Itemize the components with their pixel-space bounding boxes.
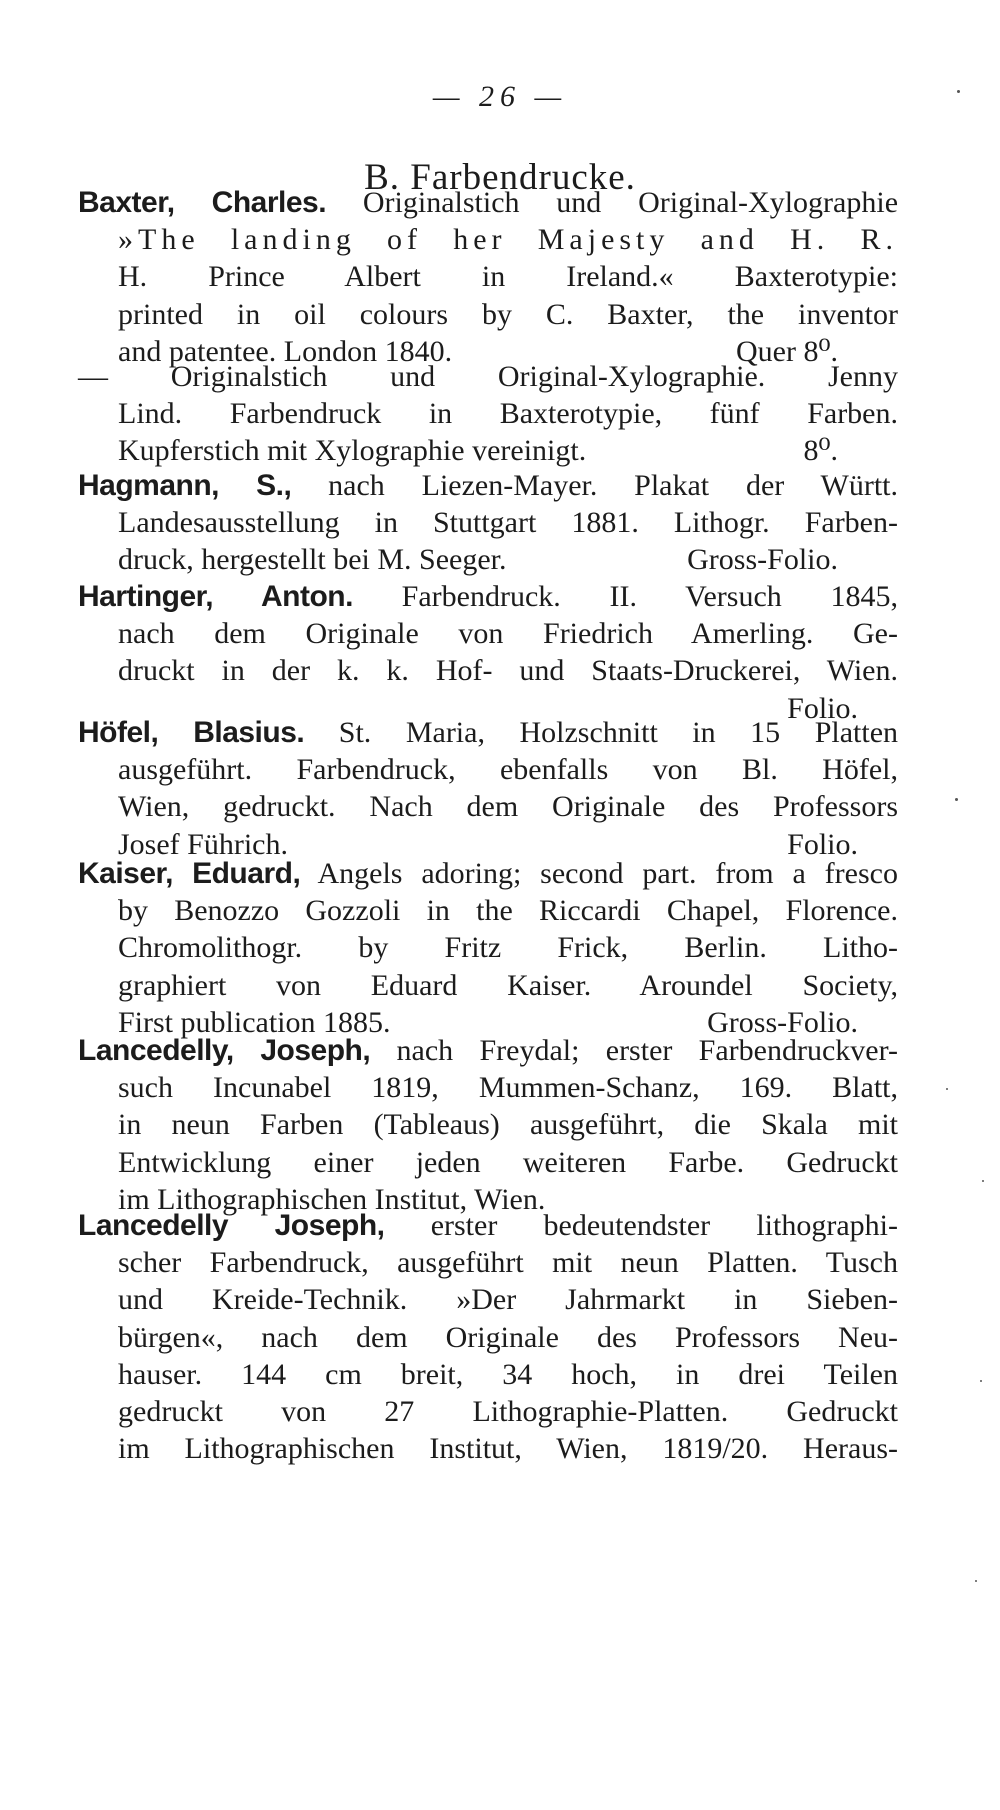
format-label: Gross-Folio. — [707, 1005, 858, 1039]
entry-line: scher Farbendruck, ausgeführt mit neun Platten. Tusch — [118, 1246, 898, 1280]
entry-line: nach dem Originale von Friedrich Amerling. Ge- — [118, 617, 898, 651]
format-label: 8⁰. — [803, 434, 838, 468]
entry-line: Entwicklung einer jeden weiteren Farbe. Gedruckt — [118, 1145, 898, 1179]
entry-line: Wien, gedruckt. Nach dem Originale des Professors — [118, 790, 898, 824]
entry-line: printed in oil colours by C. Baxter, the inventor — [118, 297, 898, 331]
entry-name: Hartinger, Anton. — [78, 580, 353, 613]
entry-line: gedruckt von 27 Lithographie-Platten. Gedruckt — [118, 1394, 898, 1428]
entry-line: and patentee. London 1840. Quer 8⁰. — [78, 333, 898, 370]
entry-name: Baxter, Charles. — [78, 186, 327, 219]
entry-line: graphiert von Eduard Kaiser. Aroundel Society, — [118, 968, 898, 1002]
entry-line: H. Prince Albert in Ireland.« Baxterotypie: — [118, 260, 898, 294]
catalog-entry-kaiser — [78, 855, 898, 1041]
entry-line: druck, hergestellt bei M. Seeger. Gross-Folio. — [78, 541, 898, 578]
entry-line: Landesausstellung in Stuttgart 1881. Lithogr. Farben- — [118, 506, 898, 540]
entry-line: im Lithographischen Institut, Wien, 1819/20. Heraus- — [118, 1432, 898, 1466]
entry-line: by Benozzo Gozzoli in the Riccardi Chapel, Florence. — [118, 894, 898, 928]
entry-line: in neun Farben (Tableaus) ausgeführt, die Skala mit — [118, 1108, 898, 1142]
entry-line: Baxter, Charles. Originalstich und Original-Xylographie — [78, 186, 899, 219]
scan-speck — [946, 1088, 948, 1090]
page-number: — 26 — — [432, 80, 568, 113]
entry-line: hauser. 144 cm breit, 34 hoch, in drei Teilen — [118, 1357, 898, 1391]
catalog-entry-baxter — [78, 184, 898, 370]
catalog-entry-lancedelly-jahrmarkt — [78, 1207, 898, 1467]
entry-name: Höfel, Blasius. — [78, 716, 305, 749]
catalog-entry-hoefel — [78, 714, 898, 863]
entry-line: Josef Führich. Folio. — [78, 826, 898, 863]
catalog-entry-lancedelly-freydal — [78, 1032, 898, 1218]
format-label: Folio. — [787, 691, 858, 725]
entry-line: Lind. Farbendruck in Baxterotypie, fünf Farben. — [118, 397, 898, 431]
entry-line: und Kreide-Technik. »Der Jahrmarkt in Sieben- — [118, 1283, 898, 1317]
entry-line: Lancedelly, Joseph, nach Freydal; erster Farbendruckver- — [78, 1034, 898, 1067]
entry-line: Chromolithogr. by Fritz Frick, Berlin. Litho- — [118, 931, 898, 965]
entry-name: Hagmann, S., — [78, 469, 292, 502]
scan-speck — [980, 1380, 982, 1382]
entry-line: Kupferstich mit Xylographie vereinigt. 8⁰. — [78, 432, 898, 469]
catalog-entry-hagmann — [78, 467, 898, 579]
entry-line: such Incunabel 1819, Mummen-Schanz, 169. Blatt, — [118, 1071, 898, 1105]
entry-name: Lancedelly, Joseph, — [78, 1034, 371, 1067]
format-label: Folio. — [787, 827, 858, 861]
entry-line: im Lithographischen Institut, Wien. — [118, 1182, 546, 1216]
scan-speck — [957, 90, 960, 93]
scan-speck — [982, 1180, 984, 1182]
entry-line: Hartinger, Anton. Farbendruck. II. Versuch 1845, — [78, 580, 899, 613]
entry-name: Kaiser, Eduard, — [78, 857, 301, 890]
entry-line: Kaiser, Eduard, Angels adoring; second part. from a fresco — [78, 857, 898, 890]
entry-line: — Originalstich und Original-Xylographie. Jenny — [78, 360, 898, 393]
entry-line: »The landing of her Majesty and H. R. — [118, 223, 898, 257]
catalog-entry-hartinger — [78, 578, 898, 727]
scan-speck — [955, 798, 958, 801]
scan-speck — [975, 1580, 977, 1582]
section-heading: B. Farbendrucke. — [364, 157, 636, 198]
entry-line: druckt in der k. k. Hof- und Staats-Druckerei, Wien. — [118, 654, 898, 688]
entry-line: ausgeführt. Farbendruck, ebenfalls von Bl. Höfel, — [118, 753, 898, 787]
entry-line: Höfel, Blasius. St. Maria, Holzschnitt in 15 Platten — [78, 716, 899, 749]
entry-line: First publication 1885. Gross-Folio. — [78, 1004, 898, 1041]
format-label: Quer 8⁰. — [736, 334, 838, 368]
entry-line: Lancedelly Joseph, erster bedeutendster lithographi- — [78, 1209, 898, 1242]
catalog-entry-jenny-lind — [78, 358, 898, 470]
entry-line: bürgen«, nach dem Originale des Professors Neu- — [118, 1320, 898, 1354]
entry-name: Lancedelly Joseph, — [78, 1209, 385, 1242]
entry-line: Hagmann, S., nach Liezen-Mayer. Plakat der Württ. — [78, 469, 899, 502]
format-label: Gross-Folio. — [687, 543, 838, 577]
